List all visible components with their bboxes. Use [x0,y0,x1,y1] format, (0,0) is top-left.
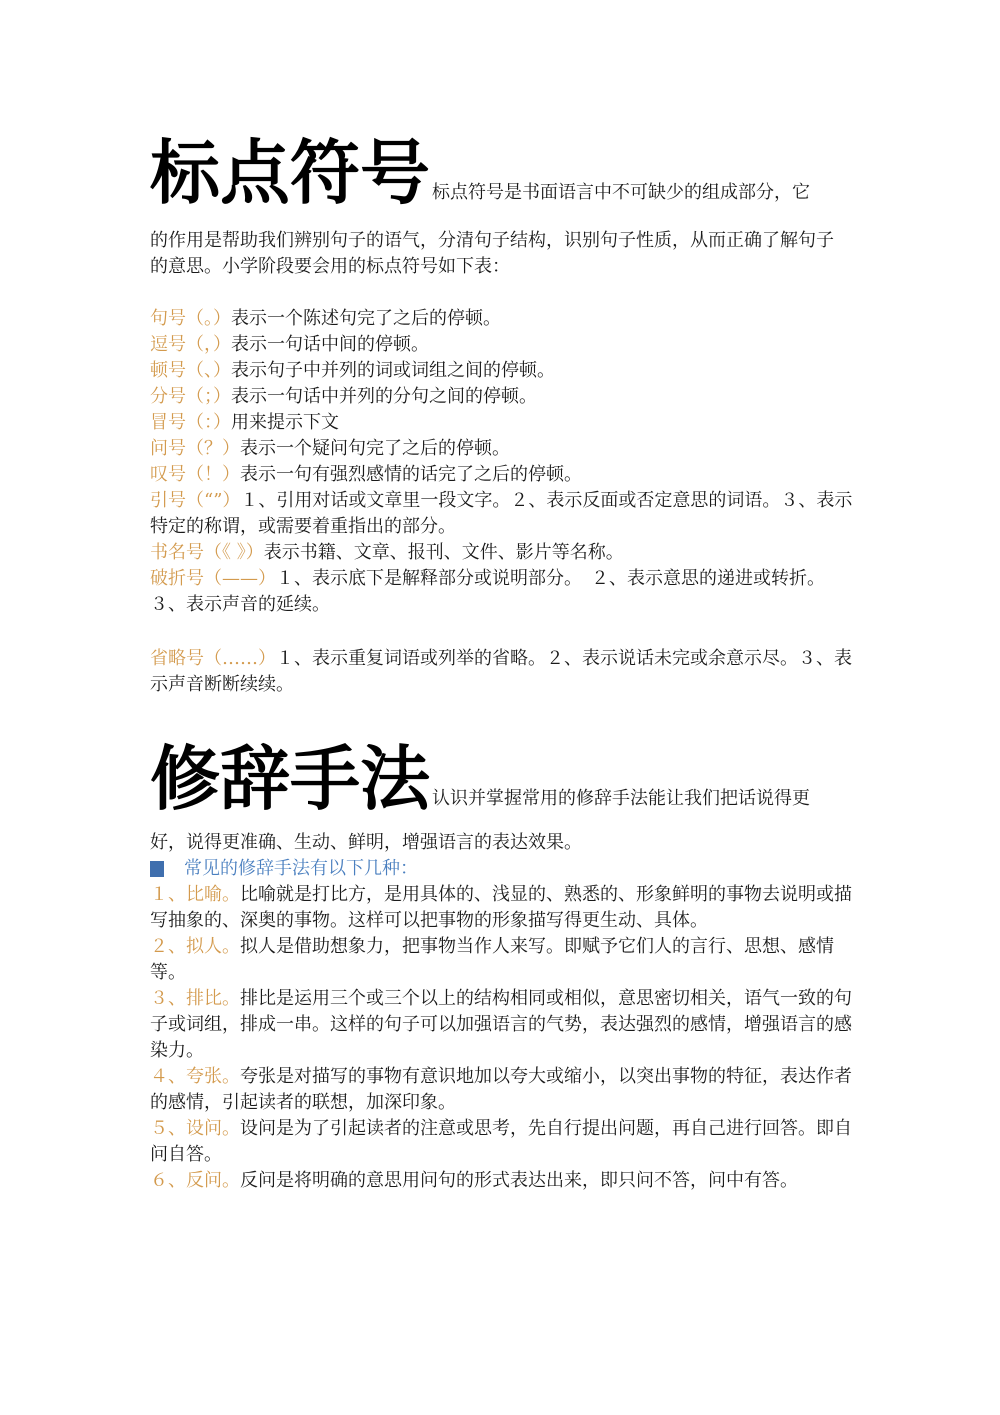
item-desc: 比喻就是打比方，是用具体的、浅显的、熟悉的、形象鲜明的事物去说明或描写抽象的、深奥的事物。这样可以把事物的形象描写得更生动、具体。 [150,884,852,931]
item-term: 省略号（……） [150,648,276,669]
item-term: ２、拟人。 [150,936,240,957]
item-term: ４、夸张。 [150,1066,240,1087]
list-item [150,1168,855,1194]
punctuation-intro-rest: 的作用是帮助我们辨别句子的语气，分清句子结构，识别句子性质，从而正确了解句子的意思。小学阶段要会用的标点符号如下表： [150,230,834,277]
rhetoric-list [150,882,855,1194]
rhetoric-title: 修辞手法 [150,737,430,820]
item-desc: 排比是运用三个或三个以上的结构相同或相似，意思密切相关，语气一致的句子或词组，排成一串。这样的句子可以加强语言的气势，表达强烈的感情，增强语言的感染力。 [150,988,852,1061]
item-desc: 表示一个陈述句完了之后的停顿。 [231,308,501,329]
item-desc: 反问是将明确的意思用问句的形式表达出来，即只问不答，问中有答。 [240,1170,798,1191]
item-term: 书名号（《 》） [150,542,264,563]
item-term: １、比喻。 [150,884,240,905]
item-term: 冒号（：） [150,412,231,433]
punctuation-title: 标点符号 [150,131,430,214]
item-term: 句号（。） [150,308,231,329]
list-item [150,462,855,488]
item-term: 分号（；） [150,386,231,407]
item-desc: 表示一句有强烈感情的话完了之后的停顿。 [240,464,582,485]
item-desc: 表示一句话中并列的分句之间的停顿。 [231,386,537,407]
item-desc: 表示一句话中间的停顿。 [231,334,429,355]
list-item [150,540,855,566]
rhetoric-subheading-text: 常见的修辞手法有以下几种： [184,858,418,879]
item-term: 叹号（！） [150,464,240,485]
item-desc: １、表示底下是解释部分或说明部分。 ２、表示意思的递进或转折。３、表示声音的延续。 [150,568,825,615]
list-item [150,306,855,332]
item-term: 逗号（，） [150,334,231,355]
item-desc: 设问是为了引起读者的注意或思考，先自行提出问题，再自己进行回答。即自问自答。 [150,1118,852,1165]
list-item [150,332,855,358]
bullet-square-icon [150,861,164,877]
item-term: ６、反问。 [150,1170,240,1191]
list-item [150,882,855,934]
item-term: 问号（？） [150,438,240,459]
rhetoric-intro-first: 认识并掌握常用的修辞手法能让我们把话说得更 [432,788,810,809]
list-item [150,646,855,698]
punctuation-list [150,306,855,618]
list-item [150,1116,855,1168]
item-desc: １、表示重复词语或列举的省略。２、表示说话未完或余意示尽。３、表示声音断断续续。 [150,648,852,695]
rhetoric-heading-row [150,737,810,820]
item-desc: 表示句子中并列的词或词组之间的停顿。 [231,360,555,381]
item-desc: 用来提示下文 [231,412,339,433]
punctuation-intro-first: 标点符号是书面语言中不可缺少的组成部分，它 [432,182,810,203]
item-desc: 拟人是借助想象力，把事物当作人来写。即赋予它们人的言行、思想、感情等。 [150,936,834,983]
rhetoric-subheading [150,856,418,882]
item-term: 引号（“”） [150,490,241,511]
list-item [150,410,855,436]
item-term: 破折号（——） [150,568,276,589]
item-desc: １、引用对话或文章里一段文字。２、表示反面或否定意思的词语。３、表示特定的称谓，或需要着重指出的部分。 [150,490,853,537]
list-item [150,934,855,986]
item-desc: 表示书籍、文章、报刊、文件、影片等名称。 [263,542,624,563]
item-desc: 表示一个疑问句完了之后的停顿。 [240,438,510,459]
list-item [150,384,855,410]
item-term: ３、排比。 [150,988,240,1009]
list-item [150,566,855,618]
item-desc: 夸张是对描写的事物有意识地加以夸大或缩小，以突出事物的特征，表达作者的感情，引起读者的联想，加深印象。 [150,1066,852,1113]
list-item [150,1064,855,1116]
list-item [150,986,855,1064]
list-item [150,358,855,384]
item-term: ５、设问。 [150,1118,240,1139]
punctuation-heading-row [150,131,810,214]
list-item [150,436,855,462]
rhetoric-intro-rest: 好，说得更准确、生动、鲜明，增强语言的表达效果。 [150,832,582,853]
ellipsis-entry [150,646,855,698]
list-item [150,488,855,540]
item-term: 顿号（、） [150,360,231,381]
